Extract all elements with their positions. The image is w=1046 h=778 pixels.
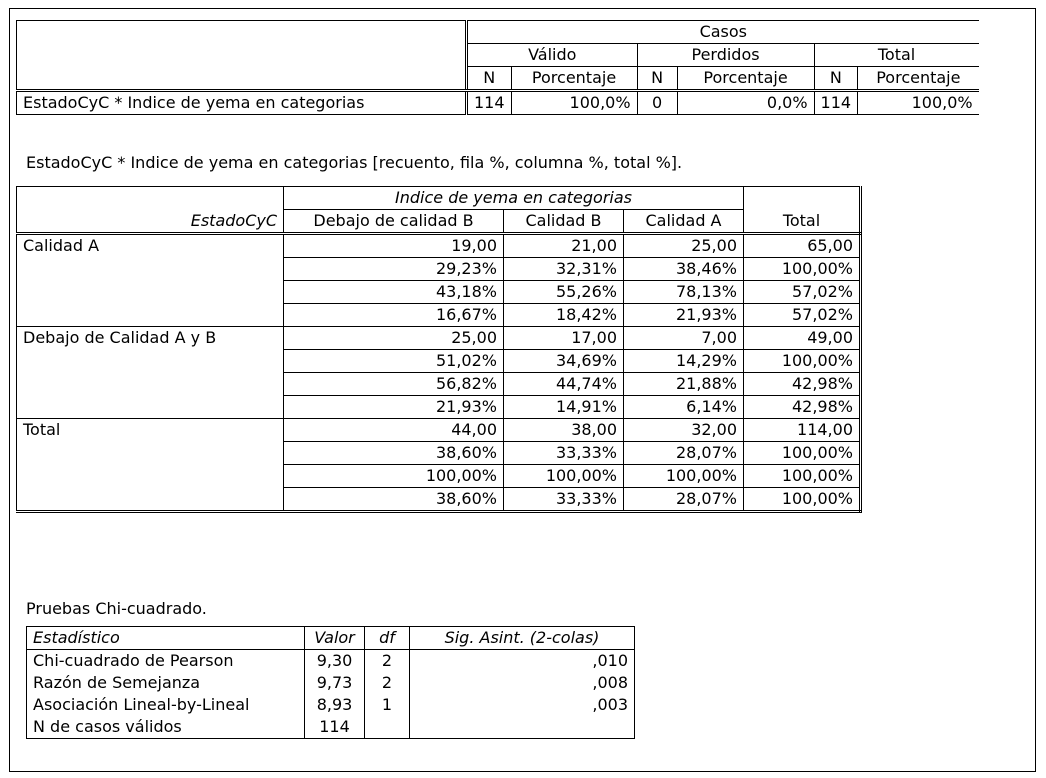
table-cell: 100,00%: [744, 488, 861, 512]
table-cell: 114: [814, 91, 858, 115]
cases-row-label: EstadoCyC * Indice de yema en categorias: [17, 91, 467, 115]
chi-row-label: Asociación Lineal-by-Lineal: [27, 694, 305, 716]
column-variable: Indice de yema en categorias: [284, 187, 744, 210]
valido-header: Válido: [467, 44, 638, 67]
chi-caption: Pruebas Chi-cuadrado.: [26, 599, 207, 618]
chi-header: df: [365, 627, 410, 650]
table-cell: 21,00: [504, 234, 624, 258]
table-cell: 49,00: [744, 327, 861, 350]
table-cell: 100,00%: [284, 465, 504, 488]
table-cell: 33,33%: [504, 488, 624, 512]
table-cell: [365, 716, 410, 739]
table-cell: 25,00: [284, 327, 504, 350]
sub-header: N: [814, 67, 858, 91]
table-cell: 34,69%: [504, 350, 624, 373]
table-cell: 38,46%: [624, 258, 744, 281]
crosstab-table: [16, 186, 862, 513]
table-cell: 38,60%: [284, 488, 504, 512]
chi-header: Estadístico: [27, 627, 305, 650]
table-cell: 2: [365, 650, 410, 673]
table-cell: [410, 716, 635, 739]
cases-corner: [17, 21, 467, 44]
table-cell: ,008: [410, 672, 635, 694]
table-cell: 43,18%: [284, 281, 504, 304]
table-cell: 0,0%: [677, 91, 814, 115]
table-cell: 51,02%: [284, 350, 504, 373]
table-cell: 7,00: [624, 327, 744, 350]
chi-row-label: N de casos válidos: [27, 716, 305, 739]
table-cell: 100,00%: [624, 465, 744, 488]
table-cell: 100,0%: [858, 91, 979, 115]
table-cell: 32,31%: [504, 258, 624, 281]
table-cell: 28,07%: [624, 442, 744, 465]
table-cell: 38,60%: [284, 442, 504, 465]
table-cell: 33,33%: [504, 442, 624, 465]
table-cell: 114: [305, 716, 365, 739]
table-cell: 114: [467, 91, 512, 115]
table-cell: 42,98%: [744, 373, 861, 396]
table-cell: 16,67%: [284, 304, 504, 327]
sub-header: Porcentaje: [858, 67, 979, 91]
table-cell: 57,02%: [744, 281, 861, 304]
table-cell: 29,23%: [284, 258, 504, 281]
table-cell: 114,00: [744, 419, 861, 442]
table-cell: 57,02%: [744, 304, 861, 327]
table-cell: ,010: [410, 650, 635, 673]
sub-header: N: [637, 67, 677, 91]
table-cell: 100,00%: [744, 258, 861, 281]
chi-row-label: Razón de Semejanza: [27, 672, 305, 694]
sub-header: N: [467, 67, 512, 91]
chi-header: Sig. Asint. (2-colas): [410, 627, 635, 650]
chi-header: Valor: [305, 627, 365, 650]
chi-row-label: Chi-cuadrado de Pearson: [27, 650, 305, 673]
table-cell: 21,88%: [624, 373, 744, 396]
perdidos-header: Perdidos: [637, 44, 814, 67]
table-cell: 65,00: [744, 234, 861, 258]
table-cell: 1: [365, 694, 410, 716]
table-cell: 9,73: [305, 672, 365, 694]
table-cell: 100,00%: [744, 465, 861, 488]
column-header: Total: [744, 210, 861, 234]
row-label: Debajo de Calidad A y B: [17, 327, 284, 419]
column-header: Calidad A: [624, 210, 744, 234]
chi-table: [26, 626, 635, 739]
sub-header: Porcentaje: [677, 67, 814, 91]
table-cell: 6,14%: [624, 396, 744, 419]
table-cell: 17,00: [504, 327, 624, 350]
row-variable: EstadoCyC: [17, 210, 284, 234]
casos-header: Casos: [467, 21, 979, 44]
row-label: Calidad A: [17, 234, 284, 327]
table-cell: 21,93%: [624, 304, 744, 327]
sub-header: Porcentaje: [511, 67, 637, 91]
table-cell: 32,00: [624, 419, 744, 442]
table-cell: 9,30: [305, 650, 365, 673]
table-cell: 55,26%: [504, 281, 624, 304]
table-cell: 14,29%: [624, 350, 744, 373]
table-cell: 100,00%: [744, 350, 861, 373]
table-cell: 19,00: [284, 234, 504, 258]
column-header: Calidad B: [504, 210, 624, 234]
table-cell: 100,00%: [744, 442, 861, 465]
table-cell: 21,93%: [284, 396, 504, 419]
cases-table: [16, 20, 979, 115]
table-cell: 0: [637, 91, 677, 115]
table-cell: 38,00: [504, 419, 624, 442]
table-cell: 8,93: [305, 694, 365, 716]
table-cell: 100,0%: [511, 91, 637, 115]
total-header: Total: [814, 44, 979, 67]
table-cell: 78,13%: [624, 281, 744, 304]
column-header: Debajo de calidad B: [284, 210, 504, 234]
table-cell: 18,42%: [504, 304, 624, 327]
row-label: Total: [17, 419, 284, 512]
table-cell: 42,98%: [744, 396, 861, 419]
table-cell: 2: [365, 672, 410, 694]
table-cell: ,003: [410, 694, 635, 716]
table-cell: 28,07%: [624, 488, 744, 512]
table-cell: 100,00%: [504, 465, 624, 488]
crosstab-caption: EstadoCyC * Indice de yema en categorias [recuento, fila %, columna %, total %].: [26, 153, 683, 172]
table-cell: 25,00: [624, 234, 744, 258]
table-cell: 44,00: [284, 419, 504, 442]
table-cell: 56,82%: [284, 373, 504, 396]
table-cell: 44,74%: [504, 373, 624, 396]
table-cell: 14,91%: [504, 396, 624, 419]
